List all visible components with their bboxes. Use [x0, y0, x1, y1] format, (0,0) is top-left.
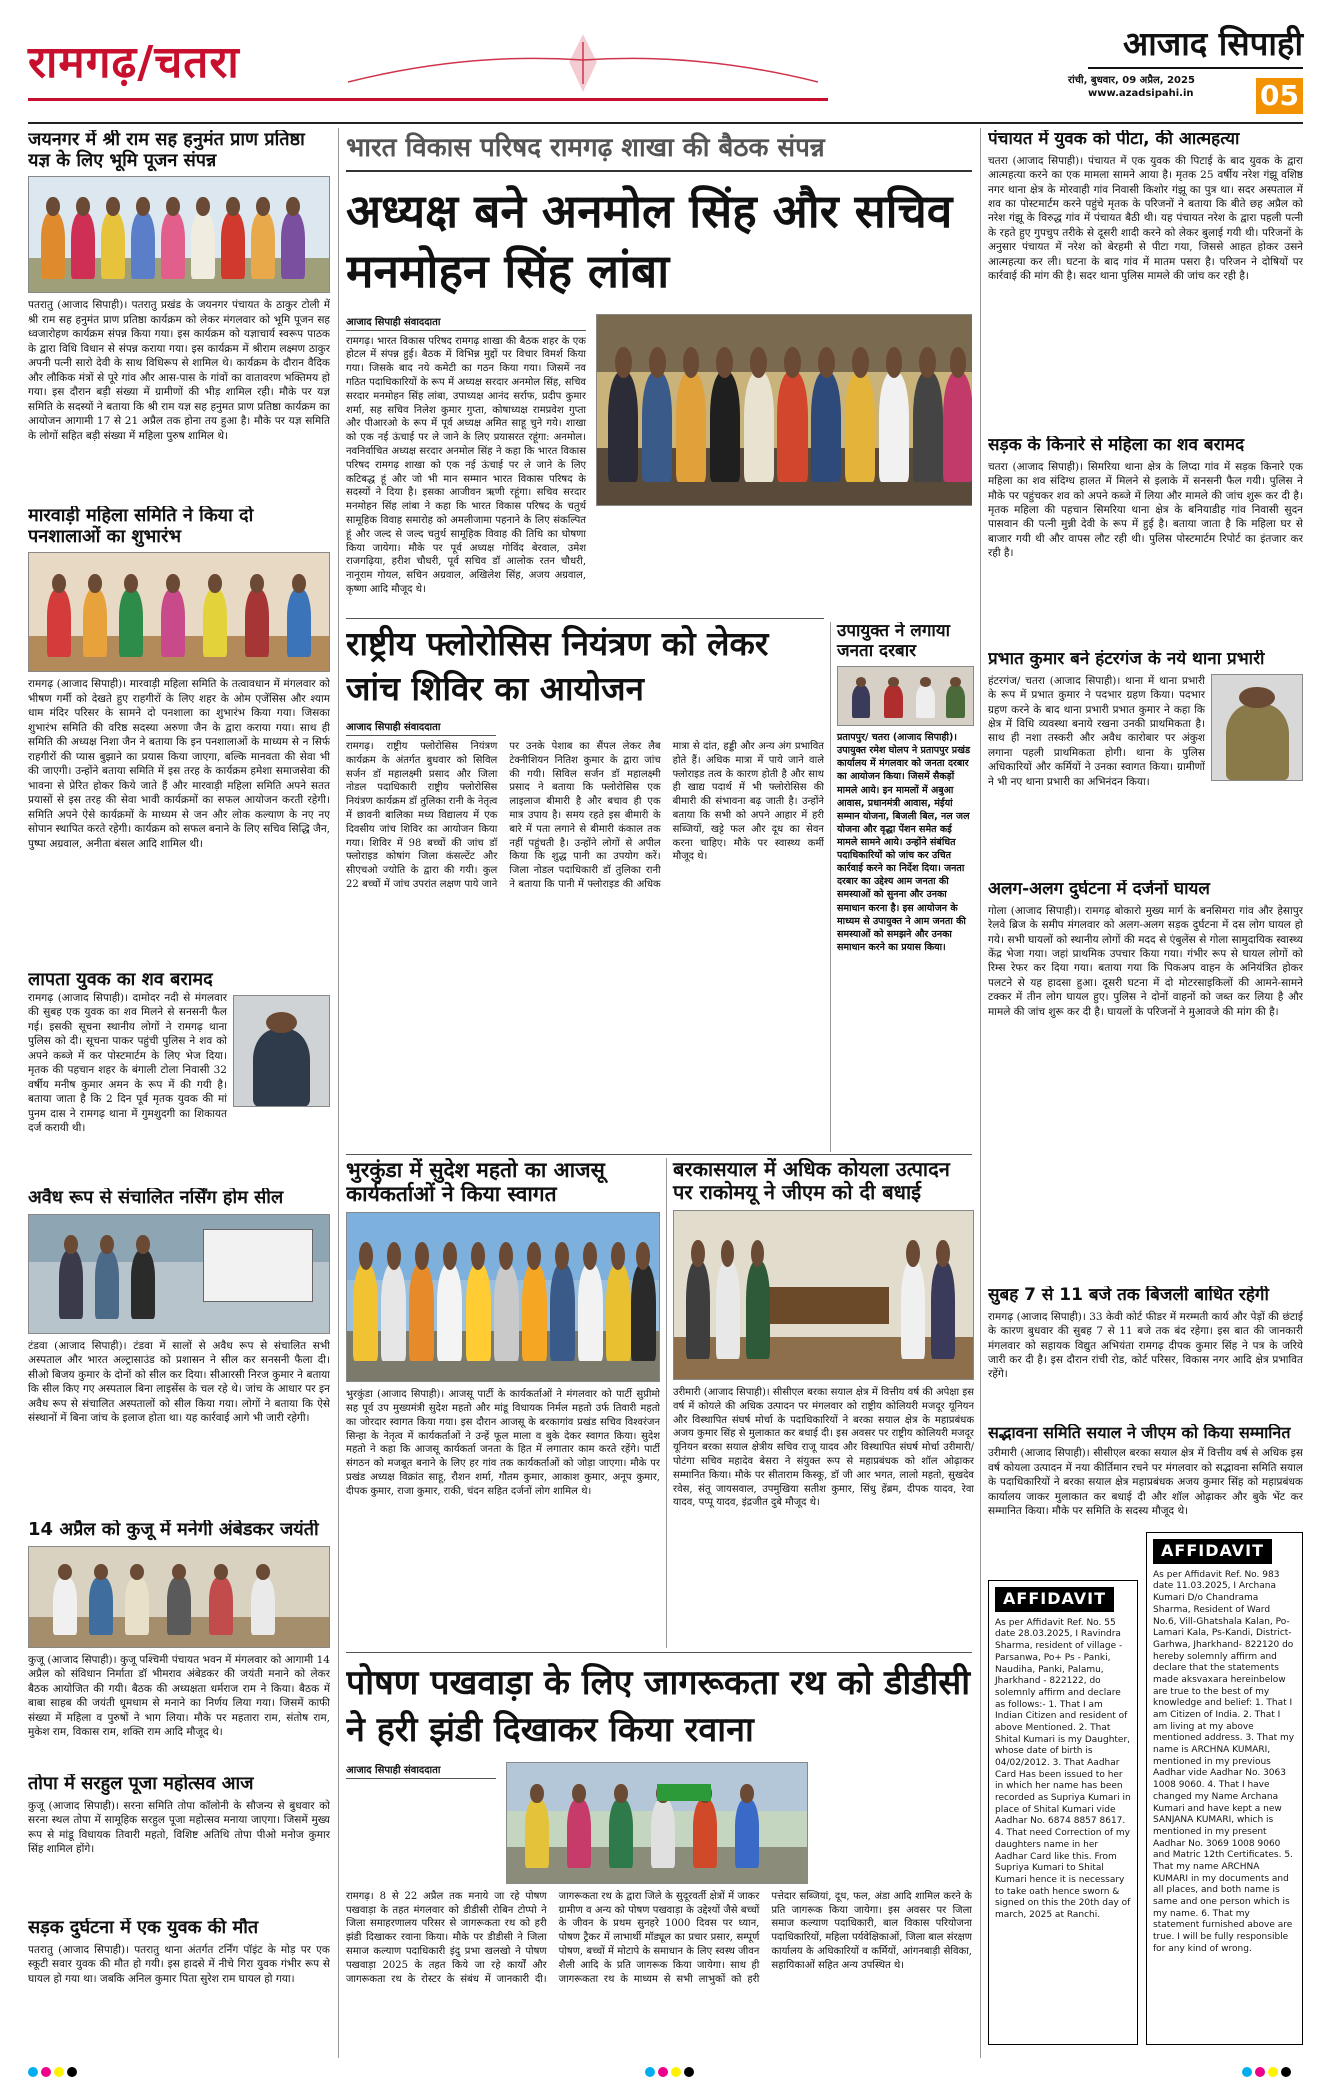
article-bhoomi-pujan — [28, 130, 330, 500]
photo-nursing-home — [28, 1214, 330, 1334]
body-text: हंटरगंज/ चतरा (आजाद सिपाही)। थाना में थाना प्रभारी के रूप में प्रभात कुमार ने पदभार ग्रहण किया। पदभार ग्रहण करने के बाद थाना प्रभारी प्रभात कुमार ने कहा कि क्षेत्र में विधि व्यवस्था बनाये रखना उनकी प्राथमिकता है। साथ ही नशा तस्करी और अवैध कारोबार पर अंकुश लगाना पहली प्राथमिकता होगी। थाना के पुलिस अधिकारियों और कर्मियों ने उनका स्वागत किया। ग्रामीणों ने भी नए थाना प्रभारी का अभिनंदन किया। — [988, 674, 1205, 788]
affidavit-title: AFFIDAVIT — [995, 1587, 1114, 1612]
paper-rule — [1088, 67, 1303, 69]
headline: मारवाड़ी महिला समिति ने किया दो पनशालाओं का शुभारंभ — [28, 506, 254, 547]
affidavit-title: AFFIDAVIT — [1153, 1539, 1272, 1564]
affidavit-text: As per Affidavit Ref. No. 55 date 28.03.2025, I Ravindra Sharma, resident of village - Parsanwa, Po+ Ps - Panki, Naudiha, Panki, Palamu, Jharkhand - 822122, do solemnly affirm and declare as follows:- 1. That I am Indian Citizen and resident of above Mentioned. 2. That Shital Kumari is my Daughter, whose date of birth is 04/02/2012. 3. That Aadhar Card Has been issued to her in which her name has been recorded as Supriya Kumari in place of Shital Kumari vide Aadhar No. 6874 8857 8617. 4. That need Correction of my daughters name in her Aadhar Card like this. From Supriya Kumari to Shital Kumari hence it is necessary to take oath hence sworn & signed on this the 20th day of march, 2025 at Ranchi. — [995, 1617, 1131, 1920]
article-poshan — [346, 1660, 972, 2045]
article-sudesh — [346, 1158, 660, 1648]
photo-portrait — [233, 995, 330, 1107]
body-text: पतरातु (आजाद सिपाही)। पतरातु प्रखंड के जयनगर पंचायत के ठाकुर टोली में श्री राम सह हनुमंत प्राण प्रतिष्ठा कार्यक्रम को लेकर मंगलवार को भूमि पूजन सह ध्वजारोहण कार्यक्रम संपन्न किया गया। इस कार्यक्रम को यज्ञाचार्य स्वरूप पाठक के द्वारा विधि विधान से संपन्न कराया गया। इस कार्यक्रम में श्रीराम लक्ष्मण ठाकुर अपनी पत्नी सारो देवी के साथ विधिरूप से शामिल थे। कार्यक्रम के दौरान वैदिक और लौकिक मंत्रों से पूरे गांव और आस-पास के गांवों का वातावरण भक्तिमय हो गया। इस दौरान बड़ी संख्या में ग्रामीणों की भीड़ शामिल रही। मौके पर यज्ञ समिति के सदस्यों ने बताया कि श्री राम यज्ञ सह हनुमत प्राण प्रतिष्ठा कार्यक्रम का आयोजन आगामी 17 से 21 अप्रैल तक होना तय हुआ है। मौके पर यज्ञ समिति के लोगों सहित बड़ी संख्या में महिला पुरुष शामिल थे। — [28, 299, 330, 442]
headline: 14 अप्रैल को कुजू में मनेगी अंबेडकर जयंती — [28, 1520, 319, 1540]
article-coal — [666, 1158, 974, 1648]
article-nursing-home — [28, 1188, 330, 1518]
photo-sudesh-welcome — [346, 1212, 660, 1382]
headline: लापता युवक का शव बरामद — [28, 970, 213, 990]
paper-name: आजाद सिपाही — [1123, 24, 1303, 63]
body-text: रामगढ़। 8 से 22 अप्रैल तक मनाये जा रहे पोषण पखवाड़ा के तहत मंगलवार को डीडीसी रोबिन टोप्पो ने जिला समाहरणालय परिसर से जागरूकता रथ को हरी झंडी दिखाकर रवाना किया। मौके पर डीडीसी ने जिला समाज कल्याण पदाधिकारी इंदु प्रभा खलखो ने पोषण पखवाड़ा 2025 के तहत किये जा रहे कार्यों और जागरूकता रथ के रोस्टर के संबंध में जानकारी दी। जागरूकता रथ के द्वारा जिले के सुदूरवर्ती क्षेत्रों में जाकर ग्रामीण व अन्य को पोषण पखवाड़ा के उद्देश्यों जैसे बच्चों के जीवन के प्रथम सुनहरे 1000 दिवस पर ध्यान, पोषण ट्रैकर में लाभार्थी मॉड्यूल का प्रचार प्रसार, सम्पूर्ण पोषण, बच्चों में मोटापे के समाधान के लिए स्वस्थ जीवन शैली आदि के प्रति जागरूक किया जायेगा। साथ ही जागरूकता रथ के माध्यम से सभी लाभुकों को हरी पत्तेदार सब्जियां, दूध, फल, अंडा आदि शामिल करने के प्रति जागरूक किया जायेगा। इस अवसर पर जिला समाज कल्याण पदाधिकारी, बाल विकास परियोजना पदाधिकारियों, महिला पर्यवेक्षिकाओं, जिला बाल संरक्षण कार्यालय के अधिकारियों व कर्मियों, आंगनबाड़ी सेविका, सहायिकाओं सहित अन्य उपस्थित थे। — [346, 1890, 972, 1985]
website[interactable]: www.azadsipahi.in — [1088, 88, 1194, 99]
affidavit-ad-2 — [1146, 1532, 1303, 2045]
headline: भुरकुंडा में सुदेश महतो का आजसू कार्यकर्ताओं ने किया स्वागत — [346, 1158, 605, 1207]
photo-meeting — [28, 1546, 330, 1648]
article-woman-body — [988, 436, 1303, 646]
page-number: 05 — [1256, 78, 1303, 114]
article-ambedkar — [28, 1520, 330, 1770]
byline: आजाद सिपाही संवाददाता — [346, 314, 586, 331]
article-power-cut — [988, 1286, 1303, 1421]
lead-story — [346, 128, 972, 648]
article-sarhul — [28, 1774, 330, 1914]
photo-poshan-rath — [506, 1762, 808, 1884]
kicker: भारत विकास परिषद रामगढ़ शाखा की बैठक संपन्न — [346, 128, 972, 172]
headline: सड़क के किनारे से महिला का शव बरामद — [988, 436, 1245, 455]
headline: अलग-अलग दुर्घटना में दर्जनों घायल — [988, 880, 1210, 899]
article-accidents — [988, 880, 1303, 1280]
headline: पोषण पखवाड़ा के लिए जागरूकता रथ को डीडीसी ने हरी झंडी दिखाकर किया रवाना — [346, 1663, 971, 1750]
body-text: रामगढ़। राष्ट्रीय फ्लोरोसिस नियंत्रण कार्यक्रम के अंतर्गत बुधवार को सिविल सर्जन डॉ महालक्ष्मी प्रसाद और जिला नोडल पदाधिकारी राष्ट्रीय फ्लोरोसिस नियंत्रण कार्यक्रम डॉ तुलिका रानी के नेतृत्व में छावनी बालिका मध्य विद्यालय में एक दिवसीय जांच शिविर का आयोजन किया गया। शिविर में 98 बच्चों की जांच डॉ फ्लोराइड कोषांग जिला कंसल्टेंट और सीएचओ ज्योति के द्वारा की गयी। कुल 22 बच्चों में जांच उपरांत लक्षण पाये जाने पर उनके पेशाब का सैंपल लेकर लैब टेक्नीशियन नितिश कुमार के द्वारा जांच की गयी। सिविल सर्जन डॉ महालक्ष्मी प्रसाद ने बताया कि फ्लोरोसिस एक लाइलाज बीमारी है और बचाव ही एक मात्र उपाय है। समय रहते इस बीमारी के बारे में पता लगाने से बीमारी कंकाल तक नहीं पहुंचती है। उन्होंने लोगों से अपील किया कि शुद्ध पानी का उपयोग करें। जिला नोडल पदाधिकारी डॉ तुलिका रानी ने बताया कि पानी में फ्लोराइड की अधिक मात्रा से दांत, हड्डी और अन्य अंग प्रभावित होते हैं। अधिक मात्रा में पाये जाने वाले फ्लोराइड तत्व के कारण होती है और साथ ही खाद्य पदार्थ में भी फ्लोरोसिस की बीमारी की संभावना बढ़ जाती है। उन्होंने बताया कि सभी को अपने आहार में हरी सब्जियों, खट्टे फल और दूध का सेवन करना चाहिए। मौके पर स्वास्थ्य कर्मी मौजूद थे। — [346, 741, 824, 891]
article-missing-youth — [28, 970, 330, 1185]
column-divider — [980, 128, 981, 2058]
photo-janta-darbar — [837, 666, 974, 726]
section-title: रामगढ़/चतरा — [28, 37, 240, 88]
article-road-accident — [28, 1918, 330, 2038]
article-janta-darbar — [830, 622, 974, 1152]
section-underline — [28, 98, 828, 101]
column-divider — [338, 128, 339, 2058]
photo-bvp-meeting — [596, 314, 972, 506]
pen-nib-icon — [348, 32, 818, 94]
headline: पंचायत में युवक को पीटा, की आत्महत्या — [988, 130, 1240, 149]
byline: आजाद सिपाही संवाददाता — [346, 719, 496, 736]
body-text: गोला (आजाद सिपाही)। रामगढ़ बोकारो मुख्य मार्ग के बनसिमरा गांव और हेसापुर रेलवे ब्रिज के समीप मंगलवार को अलग-अलग सड़क दुर्घटना में दस लोग घायल हो गये। सभी घायलों को स्थानीय लोगों की मदद से एंबुलेंस से गोला सामुदायिक स्वास्थ्य केंद्र भेजा गया। जहां प्राथमिक उपचार किया गया। गंभीर रूप से घायल लोगों को रिम्स रेफर कर दिया गया। बताया गया कि पिकअप वाहन के अनियंत्रित होकर पलटने से यह हादसा हुआ। दूसरी घटना में दो मोटरसाइकिलों की आमने-सामने टक्कर में तीन लोग घायल हुए। पुलिस ने दोनों वाहनों को जब्त कर लिया है और मामले की जांच शुरू कर दी है। घायलों के परिजनों ने मुआवजे की मांग की है। — [988, 904, 1303, 1018]
body-text: रामगढ़ (आजाद सिपाही)। 33 केवी कोर्ट फीडर में मरम्मती कार्य और पेड़ों की छंटाई के कारण बुधवार की सुबह 7 से 11 बजे तक बंद रहेगा। इस बात की जानकारी मंगलवार को सहायक विद्युत अभियंता रामगढ़ दीपक कुमार सिंह ने पत्र के जरिये जारी कर दी है। इस दौरान रांची रोड, कोर्ट परिसर, विकास नगर आदि क्षेत्र प्रभावित रहेंगे। — [988, 1310, 1303, 1381]
registration-marks — [28, 2062, 1303, 2078]
article-fluorosis — [346, 622, 824, 1152]
body-text: उरीमारी (आजाद सिपाही)। सीसीएल बरका सयाल क्षेत्र में वित्तीय वर्ष की अपेक्षा इस वर्ष में कोयले की अधिक उत्पादन पर मंगलवार को राष्ट्रीय कोलियरी मजदूर यूनियन और विस्थापित संघर्ष मोर्चा के पदाधिकारियों ने बरका सयाल क्षेत्र के महाप्रबंधक अजय कुमार सिंह से मुलाकात कर बधाई दी। इस अवसर पर राष्ट्रीय कोलियरी मजदूर यूनियन बरका सयाल क्षेत्रीय सचिव राजू यादव और विस्थापित संघर्ष मोर्चा उरीमारी/पोटंगा सचिव महादेव बेसरा ने संयुक्त रूप से महाप्रबंधक को शॉल ओढ़ाकर सम्मानित किया। मौके पर सीताराम किस्कू, डॉ जी आर भगत, लालो महतो, सुखदेव रवेस, संतू जायसवाल, उपमुखिया सतीश कुमार, सिंधु हेंब्रम, दीपक यादव, रेवा यादव, पप्पू यादव, इंद्रजीत दुबे मौजूद थे। — [673, 1387, 974, 1509]
headline: सड़क दुर्घटना में एक युवक की मौत — [28, 1918, 259, 1938]
headline: जयनगर में श्री राम सह हनुमंत प्राण प्रतिष्ठा यज्ञ के लिए भूमि पूजन संपन्न — [28, 130, 305, 171]
headline: तोपा में सरहुल पूजा महोत्सव आज — [28, 1774, 254, 1794]
body-text: टंडवा (आजाद सिपाही)। टंडवा में सालों से अवैध रूप से संचालित सभी अस्पताल और भारत अल्ट्रासाउंड को प्रशासन ने सील कर सनसनी फैला दी। सीओ बिजय कुमार के दोनों को सील कर दिया। सीआरसी निरज कुमार ने बताया कि सील किए गए अस्पताल बिना लाइसेंस के चल रहे थे। जांच के आधार पर इन अवैध रूप से संचालित अस्पतालों को सील किया गया। लोगों ने बताया कि ऐसे संस्थानों में बिना जांच के इलाज होता था। यह कार्रवाई आगे भी जारी रहेगी। — [28, 1339, 330, 1425]
article-panchayat — [988, 130, 1303, 430]
body-text: उरीमारी (आजाद सिपाही)। सीसीएल बरका सयाल क्षेत्र में वित्तीय वर्ष से अधिक इस वर्ष कोयला उत्पादन में नया कीर्तिमान रचने पर मंगलवार को सद्भावना समिति सयाल के पदाधिकारियों ने बरका सयाल क्षेत्र महाप्रबंधक अजय कुमार सिंह को महाप्रबंधक कार्यालय जाकर मुलाकात कर बधाई दी और शॉल ओढ़ाकर और बुके भेंट कर सम्मानित किया। मौके पर समिति के सदस्य मौजूद थे। — [988, 1447, 1303, 1518]
headline: प्रभात कुमार बने हंटरगंज के नये थाना प्रभारी — [988, 650, 1265, 669]
photo-bhoomi-pujan — [28, 176, 330, 293]
headline: उपायुक्त ने लगाया जनता दरबार — [837, 622, 951, 661]
body-text: रामगढ़। भारत विकास परिषद रामगढ़ शाखा की बैठक शहर के एक होटल में संपन्न हुई। बैठक में विभिन्न मुद्दों पर विचार विमर्श किया गया। जिसके बाद नये कमेटी का गठन किया गया। जिसमें नव गठित पदाधिकारियों के रूप में अध्यक्ष सरदार अनमोल सिंह, सचिव सरदार मनमोहन सिंह लांबा, उपाध्यक्ष आनंद सर्राफ, प्रदीप कुमार शर्मा, सह सचिव निलेश कुमार गुप्ता, कोषाध्यक्ष रामप्रवेश गुप्ता और पीआरओ के रूप में पूर्व अध्यक्ष अमित साहू चुने गये। शाखा को एक नई ऊंचाई पर ले जाने के लिए प्रयासरत रहूंगा: अनमोल। नवनिर्वाचित अध्यक्ष सरदार अनमोल सिंह ने कहा कि भारत विकास परिषद रामगढ़ शाखा को एक नई ऊंचाई पर ले जाने के लिए कटिबद्ध हूं और जो भी मान सम्मान भारत विकास परिषद के सदस्यों ने दिया है। इसका आजीवन ऋणी रहूंगा। सचिव सरदार मनमोहन सिंह लांबा ने कहा कि भारत विकास परिषद के चतुर्थ सामूहिक विवाह समारोह को अमलीजामा पहनाने के लिए संकल्पित हूं और जल्द से जल्द चतुर्थ सामूहिक विवाह की तिथि का घोषणा किया जायेगा। मौके पर पूर्व अध्यक्ष गोविंद बेरवाल, उमेश राजगढ़िया, हरीश चौधरी, पूर्व सचिव डॉ आलोक रतन चौधरी, नानूराम गोयल, सचिन अग्रवाल, अखिलेश सिंह, अजय अग्रवाल, कृष्णा आदि मौजूद थे। — [346, 335, 586, 595]
body-text: पतरातु (आजाद सिपाही)। पतरातु थाना अंतर्गत टर्निंग पॉइंट के मोड़ पर एक स्कूटी सवार युवक की मौत हो गयी। इस हादसे में नीचे गिरा युवक गंभीर रूप से घायल हो गया था। जबकि अनिल कुमार पिता सुरेश राम घायल हो गया। — [28, 1943, 330, 1985]
headline: अवैध रूप से संचालित नर्सिंग होम सील — [28, 1188, 284, 1208]
byline: आजाद सिपाही संवाददाता — [346, 1762, 496, 1779]
masthead — [28, 20, 1303, 120]
body-text: भुरकुंडा (आजाद सिपाही)। आजसू पार्टी के कार्यकर्ताओं ने मंगलवार को पार्टी सुप्रीमो सह पूर्व उप मुख्यमंत्री सुदेश महतो और मांडू विधायक निर्मल महतो उर्फ तिवारी महतो का जोरदार स्वागत किया गया। इस दौरान आजसू के बरकागांव प्रखंड सचिव विश्वरंजन सिन्हा के नेतृत्व में कार्यकर्ताओं ने उन्हें फूल माला व बुके देकर स्वागत किया। सुदेश महतो ने कहा कि आजसू कार्यकर्ता जनता के हित में लगातार काम करते रहेंगे। पार्टी संगठन को मजबूत बनाने के लिए हर गांव तक कार्यकर्ताओं को जोड़ा जाएगा। मौके पर प्रखंड अध्यक्ष विक्रांत साहू, रौशन शर्मा, गौतम कुमार, आकाश कुमार, अनूप कुमार, दीपक कुमार, राजा कुमार, राकी, चंदन सहित दर्जनों लोग शामिल थे। — [346, 1389, 660, 1497]
body-text: कुजू (आजाद सिपाही)। कुजू पश्चिमी पंचायत भवन में मंगलवार को आगामी 14 अप्रैल को संविधान निर्माता डॉ भीमराव अंबेडकर की जयंती मनाने को लेकर बैठक आयोजित की गयी। बैठक की अध्यक्षता धर्मराज राम ने किया। बैठक में बाबा साहब की जयंती धूमधाम से मनाने का निर्णय लिया गया। जिसमें काफी संख्या में महिला व पुरुषों ने भाग लिया। मौके पर महतारा राम, संतोष राम, मुकेश राम, विकास राम, शक्ति राम आदि मौजूद थे। — [28, 1653, 330, 1739]
body-text: कुजू (आजाद सिपाही)। सरना समिति तोपा कॉलोनी के सौजन्य से बुधवार को सरना स्थल तोपा में सामूहिक सरहुल पूजा महोत्सव मनाया जाएगा। जिसमें मुख्य रूप से मांडू विधायक तिवारी महतो, विशिष्ट अतिथि तोपा पीओ मनोज कुमार सिंह शामिल होंगे। — [28, 1799, 330, 1856]
headline: राष्ट्रीय फ्लोरोसिस नियंत्रण को लेकर जांच शिविर का आयोजन — [346, 624, 769, 708]
body-text: रामगढ़ (आजाद सिपाही)। मारवाड़ी महिला समिति के तत्वावधान में मंगलवार को भीषण गर्मी को देखते हुए राहगीरों के लिए शहर के ओम एजेंसिस और श्याम धाम मंदिर परिसर के सामने दो पनशाला का शुभारंभ किया गया। जिसका शुभारंभ समिति की वरिष्ठ सदस्या अरुणा जैन के द्वारा कराया गया। साथ ही समिति की अध्यक्ष निशा जैन ने बताया कि इन पनशालाओं के माध्यम से न सिर्फ राहगीरों की प्यास बुझाने का प्रयास किया जाएगा, बल्कि मानवता की सेवा भी की जाएगी। उन्होंने बताया समिति में इस तरह के कार्यक्रम हमेशा समाजसेवा की भावना से प्रेरित होकर किये जाते हैं और मारवाड़ी महिला समिति अपने सतत प्रयासों से इस तरह की सेवा भावी कार्यक्रमों का सफल आयोजन करती रहेगी। समिति अपने ऐसे कार्यक्रमों के माध्यम से जन और लोक कल्याण के नए नए सोपान स्थापित करते रहेगी। कार्यक्रम को सफल बनाने के लिए सचिव सिद्धि जैन, पुष्पा अग्रवाल, अनीता बंसल आदि शामिल थी। — [28, 678, 330, 850]
headline: सद्भावना समिति सयाल ने जीएम को किया सम्मानित — [988, 1424, 1291, 1442]
article-panshala — [28, 506, 330, 966]
article-thana-prabhari — [988, 650, 1303, 875]
affidavit-ad-1 — [988, 1580, 1138, 2045]
section-rule — [346, 1154, 972, 1155]
body-text: रामगढ़ (आजाद सिपाही)। दामोदर नदी से मंगलवार की सुबह एक युवक का शव मिलने से सनसनी फैल गई। इसकी सूचना स्थानीय लोगों ने रामगढ़ थाना पुलिस को दी। सूचना पाकर पहुंची पुलिस ने शव को अपने कब्जे में कर पोस्टमार्टम के लिए भेज दिया। मृतक की पहचान शहर के बंगाली टोला निवासी 32 वर्षीय मनीष कुमार अमन के रूप में की गयी है। बताया जाता है कि 2 दिन पूर्व मृतक युवक की मां पुनम दास ने रामगढ़ थाना में गुमशुदगी का शिकायत दर्ज करायी थी। — [28, 991, 227, 1135]
dateline: रांची, बुधवार, 09 अप्रैल, 2025 — [1068, 75, 1195, 86]
body-text: चतरा (आजाद सिपाही)। सिमरिया थाना क्षेत्र के लिप्दा गांव में सड़क किनारे एक महिला का शव संदिग्ध हालत में मिलने से इलाके में सनसनी फैल गयी। पुलिस ने मौके पर पहुंचकर शव को अपने कब्जे में लिया और मामले की जांच शुरू कर दी है। मृतक महिला की पहचान सिमरिया थाना क्षेत्र के बनियाडीह गांव निवासी सुदन पासवान की पत्नी मुन्नी देवी के रूप में हुई है। बताया जाता है कि महिला घर से बाजार गयी थी और वापस लौट रही थी। पुलिस पोस्टमार्टम रिपोर्ट का इंतजार कर रही है। — [988, 460, 1303, 560]
lead-headline: अध्यक्ष बने अनमोल सिंह और सचिव मनमोहन सिंह लांबा — [346, 184, 953, 298]
affidavit-text: As per Affidavit Ref. No. 983 date 11.03.2025, I Archana Kumari D/o Chandrama Sharma, Resident of Ward No.6, Vill-Ghatshala Kalan, Po-Lamari Kala, Ps-Kandi, District-Garhwa, Jharkhand- 822120 do hereby solemnly affirm and declare that the statements made aksvaxara hereinbelow are true to the best of my knowledge and belief: 1. That I am Citizen of India. 2. That I am living at my above mentioned address. 3. That my name is ARCHNA KUMARI, mentioned in my previous Aadhar vide Aadhar No. 3063 1008 9060. 4. That I have changed my Name Archana Kumari and have kept a new SANJANA KUMARI, which is mentioned in my present Aadhar No. 3069 1008 9060 and Matric 12th Certificates. 5. That my name ARCHNA KUMARI in my documents and all places, and both name is same and one person which is my name. 6. That my statement furnished above are true. I will be fully responsible for any kind of wrong. — [1153, 1569, 1295, 1954]
section-rule — [346, 1652, 972, 1653]
photo-panshala — [28, 552, 330, 672]
photo-gm-felicitation — [673, 1210, 974, 1380]
masthead-rule — [28, 122, 1303, 124]
body-text: चतरा (आजाद सिपाही)। पंचायत में एक युवक की पिटाई के बाद युवक के द्वारा आत्महत्या करने का एक मामला सामने आया है। मृतक 25 वर्षीय नरेश गंझू वशिष्ठ नगर थाना क्षेत्र के मोरवाही गांव निवासी किशोर गंझू का पुत्र था। सदर अस्पताल में शव का पोस्टमार्टम करने पहुंचे मृतक के परिजनों ने बताया कि बीते छह अप्रैल को नरेश गंझू के विरुद्ध गांव में पंचायत बैठी थी। यह पंचायत नरेश के द्वारा पहली पत्नी के रहते हुए गुपचुप तरीके से दूसरी शादी करने को लेकर बुलाई गयी थी। परिजनों के अनुसार पंचायत में नरेश को बेरहमी से पीटा गया, जिससे आहत होकर उसने आत्महत्या कर ली। घटना के बाद गांव में मातम पसरा है। परिजन ने दोषियों पर कार्रवाई की मांग की है। सदर थाना पुलिस मामले की जांच कर रही है। — [988, 154, 1303, 283]
headline: बरकासयाल में अधिक कोयला उत्पादन पर राकोमयू ने जीएम को दी बधाई — [673, 1158, 950, 1204]
photo-officer — [1211, 674, 1303, 781]
section-rule — [346, 618, 824, 619]
body-text: प्रतापपुर/ चतरा (आजाद सिपाही)। उपायुक्त रमेश घोलप ने प्रतापपुर प्रखंड कार्यालय में मंगलवार को जनता दरबार का आयोजन किया। जिसमें सैकड़ों मामले आये। इन मामलों में अबुआ आवास, प्रधानमंत्री आवास, मंईयां सम्मान योजना, बिजली बिल, नल जल योजना और वृद्धा पेंशन समेत कई मामले सामने आये। उन्होंने संबंधित पदाधिकारियों को जांच कर उचित कार्रवाई करने का निर्देश दिया। जनता दरबार का उद्देश्य आम जनता की समस्याओं को सुनना और उनका समाधान करना है। इस आयोजन के माध्यम से उपायुक्त ने आम जनता की समस्याओं को समझने और उनका समाधान करने का प्रयास किया। — [837, 732, 971, 953]
headline: सुबह 7 से 11 बजे तक बिजली बाधित रहेगी — [988, 1286, 1269, 1305]
